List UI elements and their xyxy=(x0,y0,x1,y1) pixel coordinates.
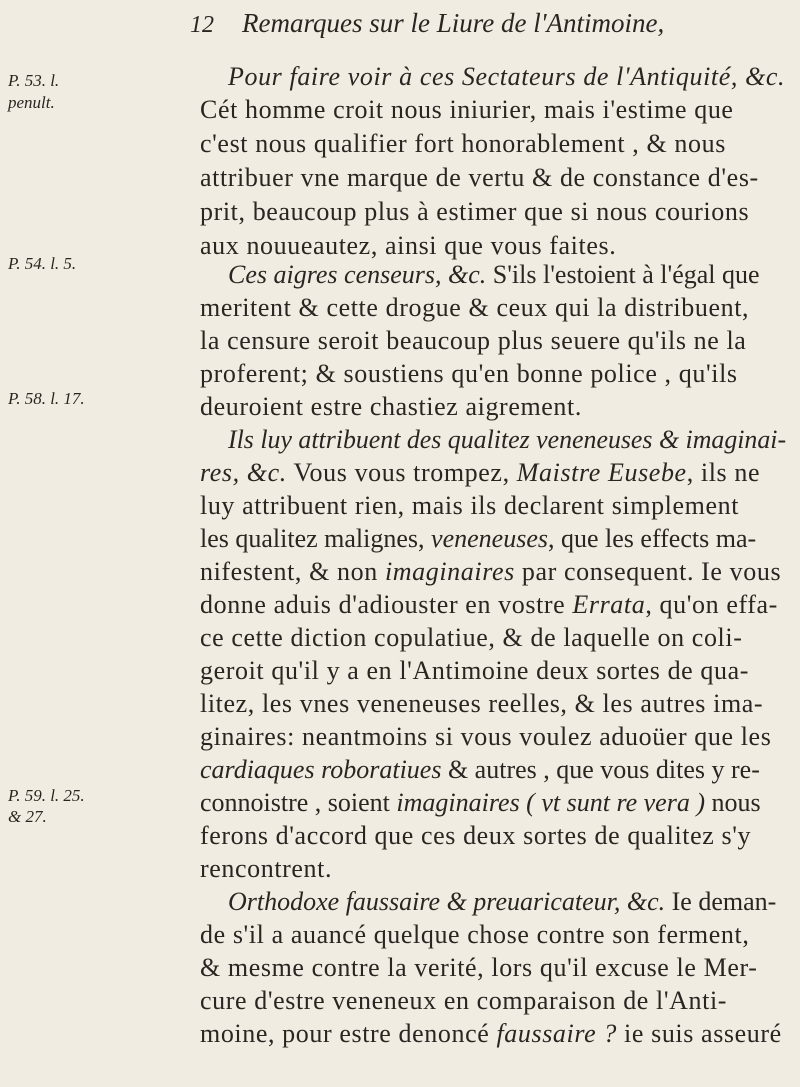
roman-text: donne aduis d'adiouster en vostre xyxy=(200,590,573,619)
roman-text: proferent; & soustiens qu'en bonne police , qu'ils xyxy=(200,359,738,388)
margin-note: penult. xyxy=(8,93,55,112)
margin-note: P. 54. l. 5. xyxy=(8,254,77,273)
roman-text: ie suis asseuré xyxy=(616,1019,782,1048)
roman-text: la censure seroit beaucoup plus seuere qu'ils ne la xyxy=(200,326,747,355)
roman-text: les qualitez malignes, xyxy=(200,524,432,553)
text-line xyxy=(200,623,742,653)
margin-note: P. 59. l. 25. xyxy=(8,786,85,805)
text-line xyxy=(200,689,763,719)
roman-text: nous xyxy=(705,788,761,817)
roman-text: nifestent, & non xyxy=(200,557,385,586)
text-line xyxy=(200,491,739,521)
roman-text: prit, beaucoup plus à estimer que si nous courions xyxy=(200,197,750,226)
text-line xyxy=(200,590,778,620)
text-line xyxy=(200,293,749,323)
text-line xyxy=(200,458,760,488)
italic-text: Ces aigres censeurs, &c. xyxy=(228,260,487,289)
italic-text: imaginaires ( vt sunt re vera ) xyxy=(396,788,705,817)
text-line xyxy=(200,95,734,125)
roman-text: & autres , que vous dites y re- xyxy=(441,755,760,784)
roman-text: Vous vous trompez, xyxy=(286,458,517,487)
roman-text: par consequent. Ie vous xyxy=(514,557,782,586)
roman-text: moine, pour estre denoncé xyxy=(200,1019,497,1048)
roman-text: rencontrent. xyxy=(200,854,333,883)
text-line xyxy=(200,755,760,785)
roman-text: ce cette diction copulatiue, & de laquelle on coli- xyxy=(200,623,743,652)
italic-text: Ils luy attribuent des qualitez veneneuses & imaginai- xyxy=(228,425,787,454)
roman-text: deuroient estre chastiez aigrement. xyxy=(200,392,582,421)
italic-text: Orthodoxe faussaire & preuaricateur, &c. xyxy=(228,887,666,916)
running-header xyxy=(190,8,780,39)
roman-text: & mesme contre la verité, lors qu'il excuse le Mer- xyxy=(200,953,758,982)
text-line xyxy=(200,788,761,818)
roman-text: Ie deman- xyxy=(665,887,777,916)
italic-text: Pour faire voir à ces Sectateurs de l'Antiquité, &c. xyxy=(228,62,786,91)
roman-text: ferons d'accord que ces deux sortes de qualitez s'y xyxy=(200,821,752,850)
text-line xyxy=(228,260,760,290)
roman-text: ginaires: neantmoins si vous voulez aduoüer que les xyxy=(200,722,772,751)
roman-text: c'est nous qualifier fort honorablement , & nous xyxy=(200,129,726,158)
roman-text: meritent & cette drogue & ceux qui la distribuent, xyxy=(200,293,750,322)
text-line xyxy=(200,197,749,227)
text-line xyxy=(200,129,726,159)
text-line xyxy=(228,425,786,455)
text-line xyxy=(200,359,738,389)
text-line xyxy=(200,854,332,884)
roman-text: luy attribuent rien, mais ils declarent simplement xyxy=(200,491,740,520)
roman-text: , que les effects ma- xyxy=(547,524,757,553)
roman-text: attribuer vne marque de vertu & de constance d'es- xyxy=(200,163,759,192)
roman-text: aux nouueautez, ainsi que vous faites. xyxy=(200,231,617,260)
margin-note: & 27. xyxy=(8,807,47,826)
roman-text: S'ils l'estoient à l'égal que xyxy=(486,260,760,289)
italic-text: cardiaques roboratiues xyxy=(200,755,442,784)
roman-text: geroit qu'il y a en l'Antimoine deux sortes de qua- xyxy=(200,656,750,685)
italic-text: veneneuses xyxy=(431,524,548,553)
text-line xyxy=(200,524,756,554)
italic-text: Maistre Eusebe xyxy=(516,458,687,487)
roman-text: de s'il a auancé quelque chose contre son ferment, xyxy=(200,920,750,949)
roman-text: cure d'estre veneneux en comparaison de l'Anti- xyxy=(200,986,728,1015)
page-number: 12 xyxy=(190,12,214,38)
margin-note: P. 58. l. 17. xyxy=(8,389,85,408)
text-line xyxy=(200,392,582,422)
roman-text: litez, les vnes veneneuses reelles, & les autres ima- xyxy=(200,689,764,718)
italic-text: res, &c. xyxy=(200,458,287,487)
italic-text: faussaire ? xyxy=(496,1019,617,1048)
text-line xyxy=(228,887,776,917)
text-line xyxy=(200,953,757,983)
text-line xyxy=(228,62,785,92)
roman-text: , qu'on effa- xyxy=(645,590,778,619)
text-line xyxy=(200,920,749,950)
margin-note: P. 53. l. xyxy=(8,71,60,90)
text-line xyxy=(200,986,727,1016)
text-line xyxy=(200,722,771,752)
text-line xyxy=(200,557,781,587)
running-title: Remarques sur le Liure de l'Antimoine, xyxy=(242,8,665,38)
text-line xyxy=(200,231,616,261)
text-line xyxy=(200,656,749,686)
roman-text: , ils ne xyxy=(686,458,761,487)
italic-text: imaginaires xyxy=(384,557,515,586)
text-line xyxy=(200,163,759,193)
roman-text: connoistre , soient xyxy=(200,788,397,817)
italic-text: Errata xyxy=(572,590,646,619)
text-line xyxy=(200,326,746,356)
text-line xyxy=(200,821,751,851)
text-line xyxy=(200,1019,782,1049)
roman-text: Cét homme croit nous iniurier, mais i'estime que xyxy=(200,95,734,124)
